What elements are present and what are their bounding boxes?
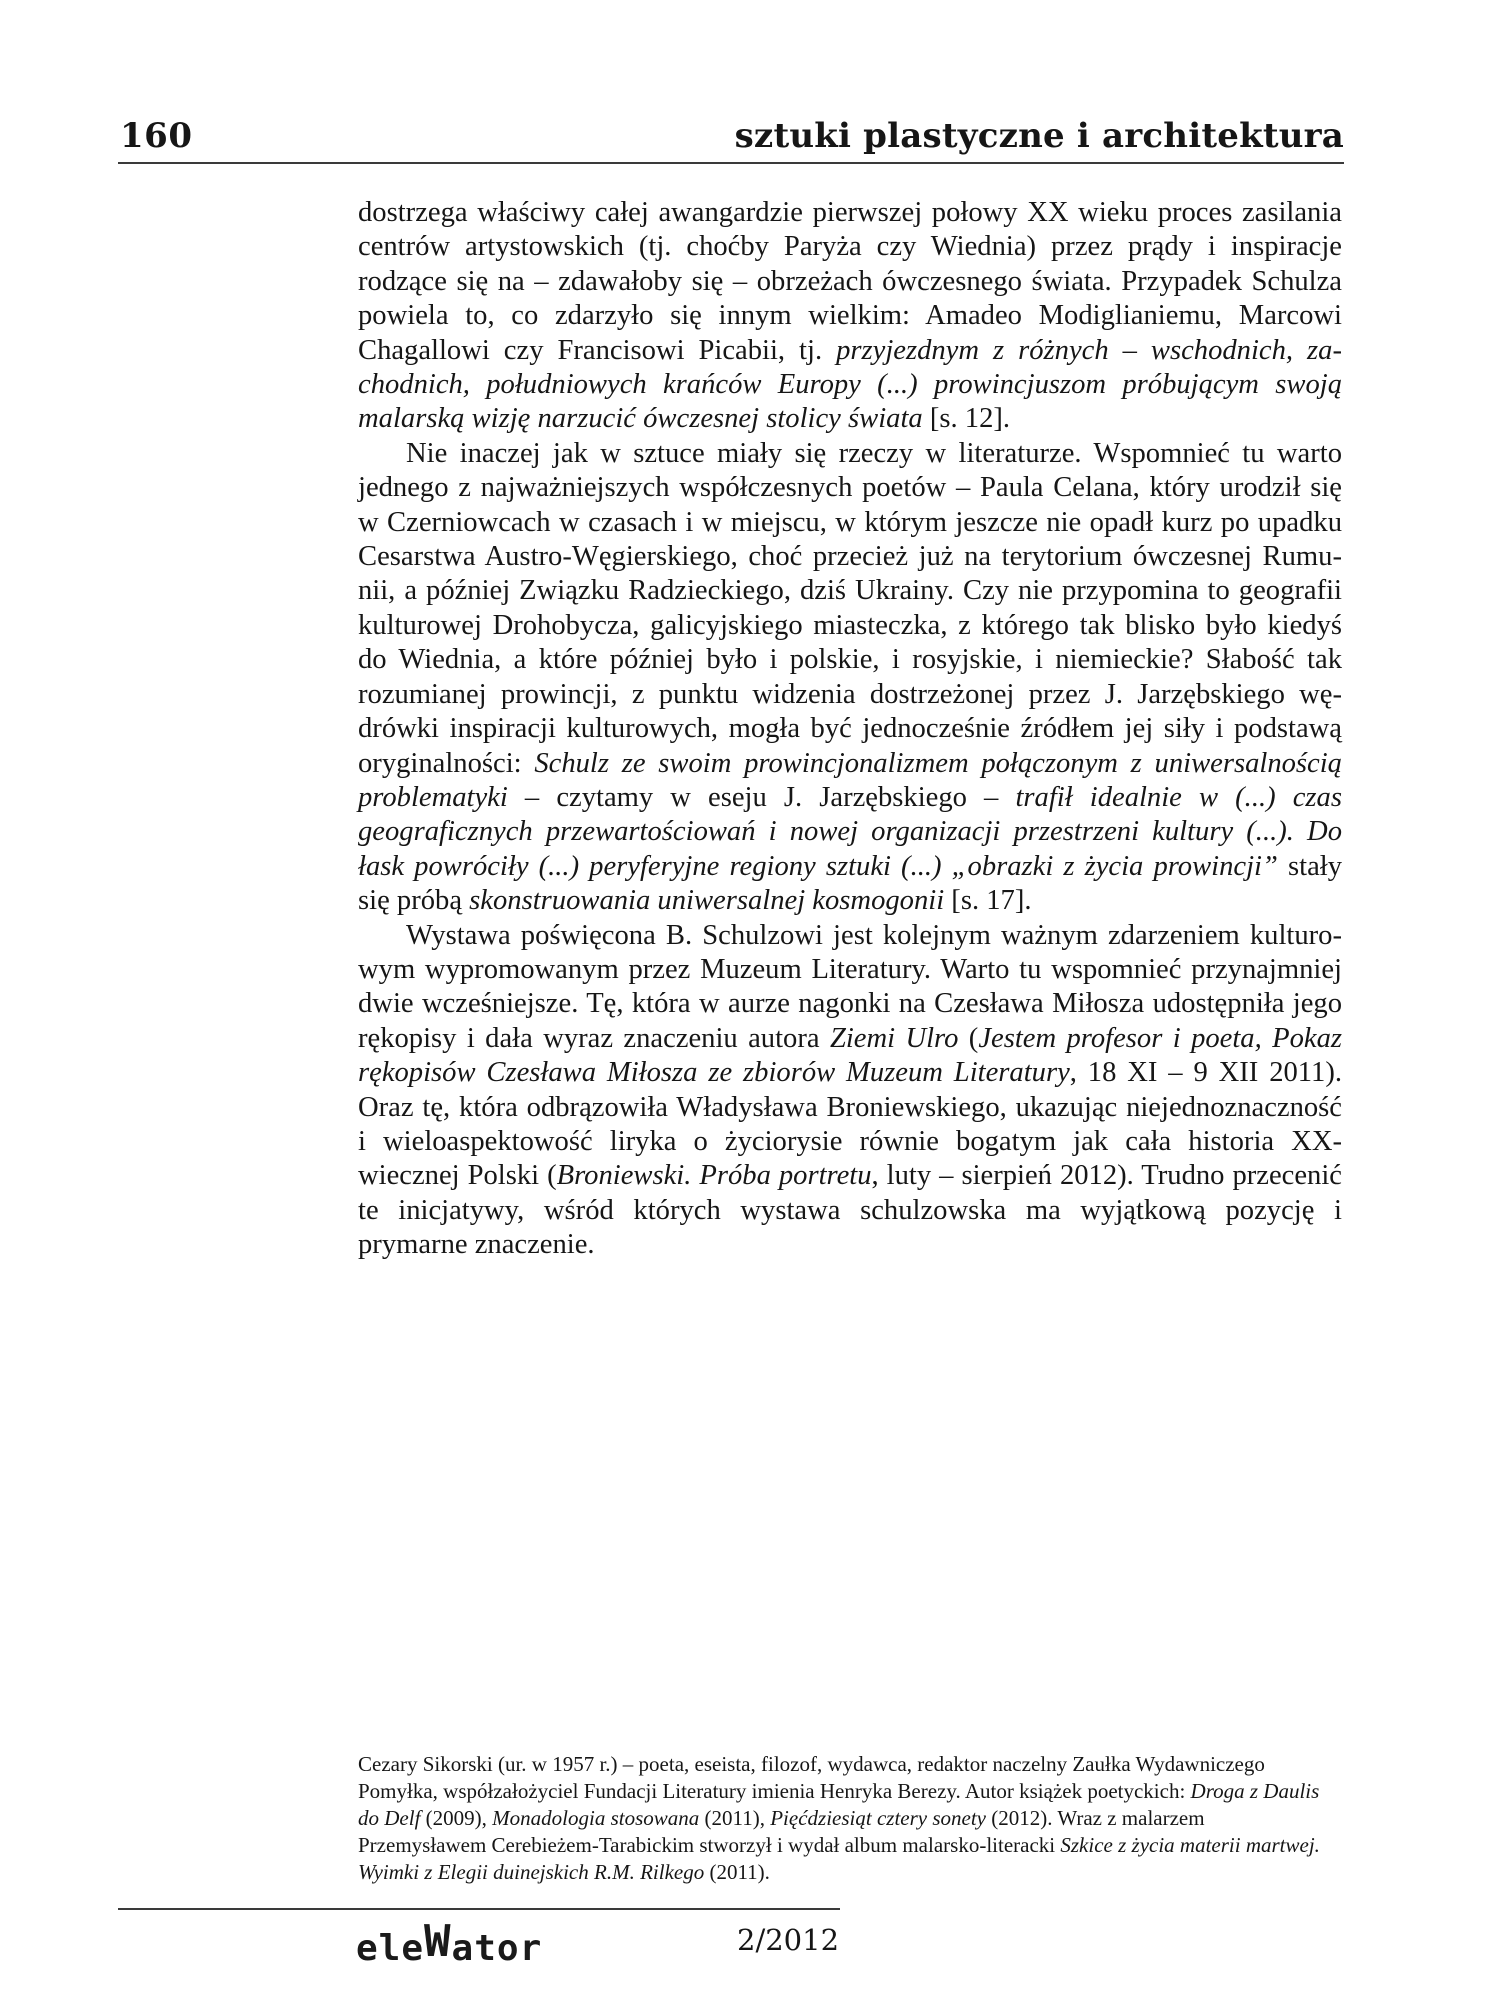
paragraph-1 bbox=[358, 196, 1342, 437]
logo-part: ator bbox=[451, 1928, 543, 1969]
article-body bbox=[358, 196, 1342, 1263]
text-run: dostrzega właściwy całej awangardzie pierwszej połowy XX wieku proces zasilania centrów artystowskich (tj. choćby Paryża czy Wiednia) przez prądy i inspiracje rodzące się na – zdawałoby się – obrzeżach ówczesnego świata. Przypadek Schulza powiela to, co zdarzyło się innym wielkim: Amadeo Modiglianiemu, Marcowi Chagallowi czy Francisowi Picabii, tj. bbox=[358, 197, 1342, 366]
title-italic: Ziemi Ulro bbox=[829, 1022, 959, 1054]
text-run: Nie inaczej jak w sztuce miały się rzeczy w literaturze. Wspomnieć tu warto jednego z najważniejszych współczesnych poetów – Paula Celana, który urodził się w Czerniowcach w czasach i w miejscu, w którym jeszcze nie opadł kurz po upadku Cesarstwa Austro-Węgierskiego, choć przecież już na terytorium ówczesnej Rumunii, a później Związku Radzieckiego, dziś Ukrainy. Czy nie przypomina to geografii kulturowej Drohobycza, galicyjskiego miasteczka, z którego tak blisko było kiedyś do Wiednia, a które później było i polskie, i rosyjskie, i niemieckie? Słabość tak rozumianej prowincji, z punktu widzenia dostrzeżonej przez J. Jarzębskiego wędrówki inspiracji kulturowych, mogła być jednocześnie źródłem jej siły i podstawą oryginalności: bbox=[358, 437, 1342, 779]
quote-italic: Schulz ze swoim prowincjonalizmem połączonym z uniwersalnością problematyki bbox=[358, 747, 1342, 813]
issue-number: 2/2012 bbox=[737, 1923, 840, 1957]
text-run: [s. 17]. bbox=[944, 885, 1032, 917]
author-bio bbox=[358, 1751, 1332, 1886]
text-run: , 18 XI – 9 XII 2011). Oraz tę, która odbrązowiła Władysława Broniewskiego, ukazując niejednoznaczność i wieloaspektowość liryka o życiorysie równie bogatym jak cała historia XX-wiecznej Polski ( bbox=[358, 1057, 1342, 1192]
text-run: , luty – sierpień 2012). Trudno przecenić te inicjatywy, wśród których wystawa schulzowska ma wyjątkową pozycję i prymarne znaczenie. bbox=[358, 1160, 1342, 1261]
paragraph-2 bbox=[358, 437, 1342, 919]
book-title: Szkice z życia materii martwej. Wyimki z Elegii duinejskich R.M. Rilkego bbox=[358, 1833, 1320, 1884]
paragraph-3 bbox=[358, 919, 1342, 1263]
text-run: stały się próbą bbox=[358, 850, 1342, 917]
quote-italic: skonstruowania uniwersalnej kosmogonii bbox=[469, 885, 945, 917]
text-run: (2011). bbox=[704, 1860, 770, 1884]
title-italic: Jestem profesor i poeta, Pokaz rękopisów Czesława Miłosza ze zbiorów Muzeum Literatury bbox=[358, 1022, 1343, 1089]
book-title: Droga z Daulis do Delf bbox=[358, 1779, 1320, 1830]
page-number: 160 bbox=[120, 116, 193, 156]
logo-part: el bbox=[356, 1928, 402, 1969]
title-italic: Broniewski. Próba portretu bbox=[556, 1160, 872, 1192]
text-run: (2012). Wraz z malarzem Przemysławem Cerebieżem-Tarabickim stworzył i wydał album malarsko-literacki bbox=[358, 1806, 1205, 1857]
footer-divider bbox=[118, 1908, 840, 1910]
journal-logo bbox=[356, 1916, 543, 1971]
book-title: Monadologia stosowana bbox=[492, 1806, 700, 1830]
text-run: (2011), bbox=[699, 1806, 771, 1830]
text-run: Cezary Sikorski (ur. w 1957 r.) – poeta, eseista, filozof, wydawca, redaktor naczelny Zaułka Wydawniczego Pomyłka, współzałożyciel Fundacji Literatury imienia Henryka Berezy. Autor książek poetyckich: bbox=[358, 1752, 1265, 1803]
quote-italic: trafił idealnie w (...) czas geograficznych przewartościowań i nowej organizacji przestrzeni kultury (...). Do łask powróciły (...) peryferyjne regiony sztuki (...) „obrazki z życia prowincji” bbox=[358, 781, 1342, 882]
logo-part: e bbox=[401, 1928, 425, 1969]
text-run: Wystawa poświęcona B. Schulzowi jest kolejnym ważnym zdarzeniem kulturowym wypromowanym przez Muzeum Literatury. Warto tu wspomnieć przynajmniej dwie wcześniejsze. Tę, która w aurze nagonki na Czesława Miłosza udostępniła jego rękopisy i dała wyraz znaczeniu autora bbox=[358, 919, 1342, 1054]
author-note bbox=[358, 1751, 1332, 1886]
book-title: Pięćdziesiąt cztery sonety bbox=[770, 1806, 986, 1830]
text-run: (2009), bbox=[420, 1806, 493, 1830]
quote-italic: przyjezdnym z różnych – wschodnich, zachodnich, południowych krańców Europy (...) prowincjuszom próbującym swoją malarską wizję narzucić ówczesnej stolicy świata bbox=[358, 334, 1342, 435]
running-header bbox=[118, 112, 1344, 164]
text-run: [s. 12]. bbox=[922, 403, 1011, 435]
section-title: sztuki plastyczne i architektura bbox=[734, 116, 1344, 156]
logo-part: W bbox=[424, 1916, 452, 1967]
text-run: – czytamy w eseju J. Jarzębskiego – bbox=[507, 781, 1016, 813]
text-run: ( bbox=[958, 1022, 979, 1054]
